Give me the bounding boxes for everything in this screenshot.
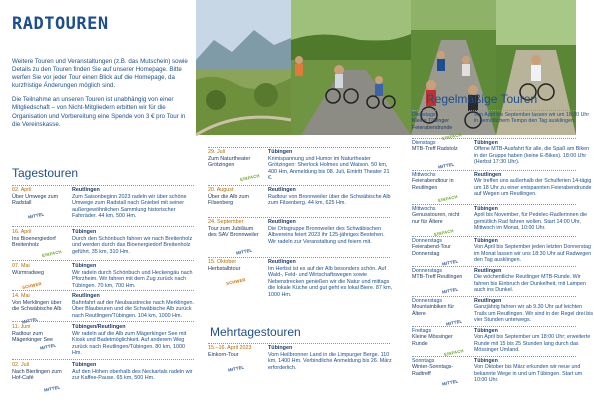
regular-tour <box>412 112 590 138</box>
tour-place: Tübingen <box>474 206 498 212</box>
tour-place: Reutlingen <box>268 187 296 193</box>
tour-place: Tübingen <box>72 362 97 368</box>
tour-description: Wir radeln auf die Alb zum Mägerkinger See mit Kiosk und Badetmöglichkeit. Auf anderem Weg zurück nach Reutlingen/Tübingen. 80 km, 1000 Hm. <box>72 330 187 356</box>
cyclists-photo <box>291 0 411 135</box>
tour-place: Reutlingen <box>268 259 296 265</box>
tour-description: Offene MTB-Ausfahrt für alle, die Spaß am Biken in der Gruppe haben (keine E-Bikes). 18:00 Uhr (Herbst 17:30 Uhr). <box>474 146 590 165</box>
difficulty-tag: SCHWER <box>21 280 43 291</box>
divider <box>208 217 390 218</box>
difficulty-tag: EINFACH <box>41 248 63 259</box>
landscape-photo <box>196 0 291 135</box>
tour-place: Reutlingen <box>474 298 502 304</box>
regular-tour <box>412 268 586 296</box>
tour-title: Feierabendtour in Reutlingen <box>412 178 454 191</box>
tour-item <box>208 149 394 183</box>
divider <box>412 326 576 327</box>
tour-title: Genusstouren, nicht nur für Ältere <box>412 212 460 225</box>
tour-description: Wir radeln durch Schönbuch und Heckengäu nach Pforzheim. Wir fahren mit dem Zug zurück nach Tübingen. 70 km, 700 Hm. <box>72 269 193 289</box>
tour-day: Mittwochs <box>412 172 436 178</box>
difficulty-tag: EINFACH <box>437 193 459 204</box>
tour-description: Wir treffen uns außerhalb der Schulferien 14-tägig um 18 Uhr zu einer entspannten Feierabendrunde auf Wegen um Reutlingen. <box>474 178 592 197</box>
tour-title: Mountainbiken für Ältere <box>412 304 455 317</box>
tour-description: Im Herbst ist es auf der Alb besonders schön. Auf Wald-, Feld- und Wirtschaftswegen sowie Nebenstrecken genießen wir die Natur und mittags die lokale Küche und gut geht es lokal Biere. 87 km, 1000 Hm. <box>268 265 393 298</box>
tour-day: Freitags <box>412 328 432 334</box>
difficulty-tag: EINFACH <box>443 347 465 358</box>
divider <box>12 226 194 227</box>
difficulty-tag: MITTEL <box>27 211 45 220</box>
tour-place: Tübingen <box>268 149 293 155</box>
tour-place: Reutlingen <box>72 187 100 193</box>
tour-description: April bis November, für Pedelec-Radlerinnen die gemütlich Rad fahren wollen. Start 14:00 Uhr, Mittwoch im Monat, 10:00 Uhr. <box>474 212 588 231</box>
tour-place: Tübingen <box>474 328 498 334</box>
tour-place: Tübingen <box>474 140 498 146</box>
regular-tour <box>412 172 592 200</box>
tour-item <box>208 187 394 213</box>
tour-place: Tübingen <box>474 358 498 364</box>
tour-place: Tübingen <box>72 263 97 269</box>
difficulty-tag: MITTEL <box>441 286 459 295</box>
intro-paragraph: Weitere Touren und Veranstaltungen (z.B. das Mutscheln) sowie Details zu den Touren finden Sie auf unserer Homepage. Bitte werfen Sie vor jeder Tour einen Blick auf die Homepage, da kurzfristige Änderungen möglich sind. <box>12 58 188 90</box>
tour-place: Tübingen <box>72 229 97 235</box>
divider <box>412 170 576 171</box>
difficulty-tag: MITTEL <box>437 161 455 170</box>
tagestouren-heading: Tagestouren <box>12 166 79 180</box>
regular-tour <box>412 358 583 386</box>
divider <box>412 204 576 205</box>
difficulty-tag: EINFACH <box>441 131 463 142</box>
divider <box>412 138 576 139</box>
tour-title: Über die Alb zum Filsenberg <box>208 193 250 206</box>
difficulty-tag: MITTEL <box>441 258 459 267</box>
difficulty-tag: SCHWER <box>225 276 247 287</box>
tour-title: Würmradweg <box>12 269 45 276</box>
tour-date: 02. April <box>12 187 32 193</box>
tour-day: Mittwochs <box>412 206 436 212</box>
tour-description: Vom Heilbronner Land in die Limpurger Berge. 110 km, 1400 Hm. Verbindliche Anmeldung bis 26. März erforderlich. <box>268 351 392 371</box>
tour-title: MTB-Treff Radstolz <box>412 146 458 153</box>
divider <box>412 236 576 237</box>
left-column <box>0 0 196 418</box>
right-column <box>398 92 594 418</box>
divider <box>12 260 194 261</box>
tour-date: 11. Juni <box>12 324 31 330</box>
tour-date: 24. September <box>208 219 244 225</box>
regelmaessige-heading: Regelmäßige Touren <box>426 92 538 106</box>
regular-tour <box>412 140 590 166</box>
tour-title: Tour zum Jubiläum des SAV Bronnweiler <box>208 225 259 238</box>
mehrtagestouren-heading: Mehrtagestouren <box>210 325 301 339</box>
difficulty-tag: MITTEL <box>21 316 39 325</box>
difficulty-tag: MITTEL <box>235 247 253 256</box>
tour-description: Von Oktober bis März erkunden wir neue und bekannte Wege in und um Tübingen. Start um 10:00 Uhr. <box>474 364 583 383</box>
tour-title: Herbstalbtour <box>208 265 241 272</box>
tour-description: Bahnfahrt auf der Neubaustrecke nach Merklingen. Über Blaubeuren und die Schwäbische Alb zurück nach Reutlingen/Tübingen. 104 km, 1000 Hm. <box>72 299 194 319</box>
tour-place: Tübingen <box>474 238 498 244</box>
tour-description: Radtour von Bronnweiler über die Schwäbische Alb zum Filsenberg. 44 km, 625 Hm. <box>268 193 391 206</box>
tour-title: Winter-Sonntags-Radtreff <box>412 364 454 377</box>
tour-description: Von April bis September jeden letzten Donnerstag im Monat lassen wir uns 18:30 Uhr auf Radwegen den Tag ausklingen. <box>474 244 592 263</box>
tour-place: Reutlingen <box>474 268 502 274</box>
tour-day: Dienstags <box>412 112 436 118</box>
divider <box>412 296 576 297</box>
tour-description: Ganzjährig fahren wir ab 9.30 Uhr auf leichten Trails um Reutlingen. Wir sind in der Regel drei bis vier Stunden unterwegs. <box>474 304 594 323</box>
tour-title: MTB-Treff Reutlingen <box>412 274 463 281</box>
middle-column <box>196 135 394 418</box>
regular-tour <box>412 298 594 326</box>
tour-date: 14. Mai <box>12 293 30 299</box>
difficulty-tag: MITTEL <box>227 364 245 373</box>
difficulty-tag: MITTEL <box>445 318 463 327</box>
difficulty-tag: EINFACH <box>433 227 455 238</box>
tour-place: Tübingen/Reutlingen <box>72 324 126 330</box>
difficulty-tag: EINFACH <box>239 172 261 183</box>
regular-tour <box>412 328 591 356</box>
tour-place: Reutlingen <box>268 219 296 225</box>
tour-day: Donnerstags <box>412 238 443 244</box>
tour-description: Von April bis September lassen wir um 18:30 Uhr in gemütlichem Tempo den Tag ausklingen. <box>474 112 590 125</box>
intro-text <box>12 58 194 135</box>
tour-title: Kleine Mössinger Runde <box>412 334 453 347</box>
divider <box>208 343 390 344</box>
tour-title: Ins Bioenergiedorf Breitenholz <box>12 235 56 248</box>
tour-title: Radtour zum Mägerkinger See <box>12 330 54 343</box>
divider <box>12 185 194 186</box>
tour-date: 20. August <box>208 187 234 193</box>
divider <box>12 290 194 291</box>
tour-date: 15.–16. April 2023 <box>208 345 252 351</box>
tour-description: Die Ortsgruppe Bronnweiler des Schwäbischen Albvereins feiert 2023 ihr 125-jähriges Bestehen. Wir radeln zur Veranstaltung und feiern mit. <box>268 225 385 245</box>
tour-description: Durch den Schönbuch fahren wir nach Breitenholz und werden durch das Bioenergiedorf Breitenholz geführt. 35 km, 310 Hm. <box>72 235 193 255</box>
tour-description: Die wöchentliche Reutlinger MTB-Runde. Wir fahren bis Einbruch der Dunkelheit, mit Lampen auch ins Dunkel. <box>474 274 586 293</box>
divider <box>208 185 390 186</box>
tour-item <box>12 229 196 259</box>
tour-title: Nach Bierlingen zum Hof-Café <box>12 368 62 381</box>
tour-title: Feierabend-Tour Donnerstag <box>412 244 451 257</box>
tour-description: Von April bis September um 18:00 Uhr; erweiterte Runde mit 15 bis 25 Stunden lang durch das Mössinger Umland. <box>474 334 591 353</box>
tour-item <box>12 293 196 323</box>
tour-description: Zum Saisonbeginn 2023 radeln wir über schöne Umwege zum Radstall nach Gniebel mit seiner außergewöhnlichen Sammlung historischer Fahrräder. 44 km, 500 Hm. <box>72 193 187 219</box>
divider <box>412 266 576 267</box>
tour-date: 15. Oktober <box>208 259 237 265</box>
tour-description: Auf den Höhen oberhalb des Neckartals radeln wir zur Kaffee-Pause. 65 km, 500 Hm. <box>72 368 193 381</box>
difficulty-tag: MITTEL <box>39 342 57 351</box>
tour-item <box>12 187 196 223</box>
tour-day: Donnerstags <box>412 298 443 304</box>
divider <box>12 321 194 322</box>
tour-date: 29. Juli <box>208 149 226 155</box>
tour-date: 07. Mai <box>12 263 30 269</box>
difficulty-tag: MITTEL <box>441 378 459 387</box>
divider <box>412 110 576 111</box>
divider <box>412 356 576 357</box>
tour-title: Einkorn-Tour <box>208 351 239 358</box>
page-title: RADTOUREN <box>12 14 109 34</box>
divider <box>208 147 390 148</box>
tour-title: Kleine Tübinger Feierabendrunde <box>412 118 453 131</box>
difficulty-tag: MITTEL <box>43 384 61 393</box>
tour-date: 02. Juli <box>12 362 30 368</box>
tour-date: 16. April <box>12 229 32 235</box>
tour-place: Reutlingen <box>474 172 502 178</box>
tour-title: Zum Naturtheater Grötzingen <box>208 155 251 168</box>
regular-tour <box>412 206 588 234</box>
tour-place: Tübingen <box>268 345 293 351</box>
tour-title: Von Merklingen über die Schwäbische Alb <box>12 299 62 312</box>
tour-place: Reutlingen <box>72 293 100 299</box>
tour-description: Krimispannung und Humor im Naturtheater Grötzingen: Sherlock Holmes und Watson. 50 km, 400 Hm, Anmeldung bis 08. Juli, Eintritt Theater 21 €. <box>268 155 390 181</box>
tour-day: Dienstags <box>412 140 436 146</box>
tour-day: Donnerstags <box>412 268 443 274</box>
tour-title: Über Umwege zum Radstall <box>12 193 59 206</box>
divider <box>12 359 194 360</box>
divider <box>208 257 390 258</box>
regular-tour <box>412 238 592 266</box>
tour-day: Sonntags <box>412 358 435 364</box>
intro-paragraph: Die Teilnahme an unseren Touren ist unabhängig von einer Mitgliedschaft – von Nicht-Mitgliedern erbitten wir für die Organisation und Vorbereitung eine Spende von 3 € pro Tour in die Vereinskasse. <box>12 96 186 128</box>
tour-item <box>12 362 196 388</box>
